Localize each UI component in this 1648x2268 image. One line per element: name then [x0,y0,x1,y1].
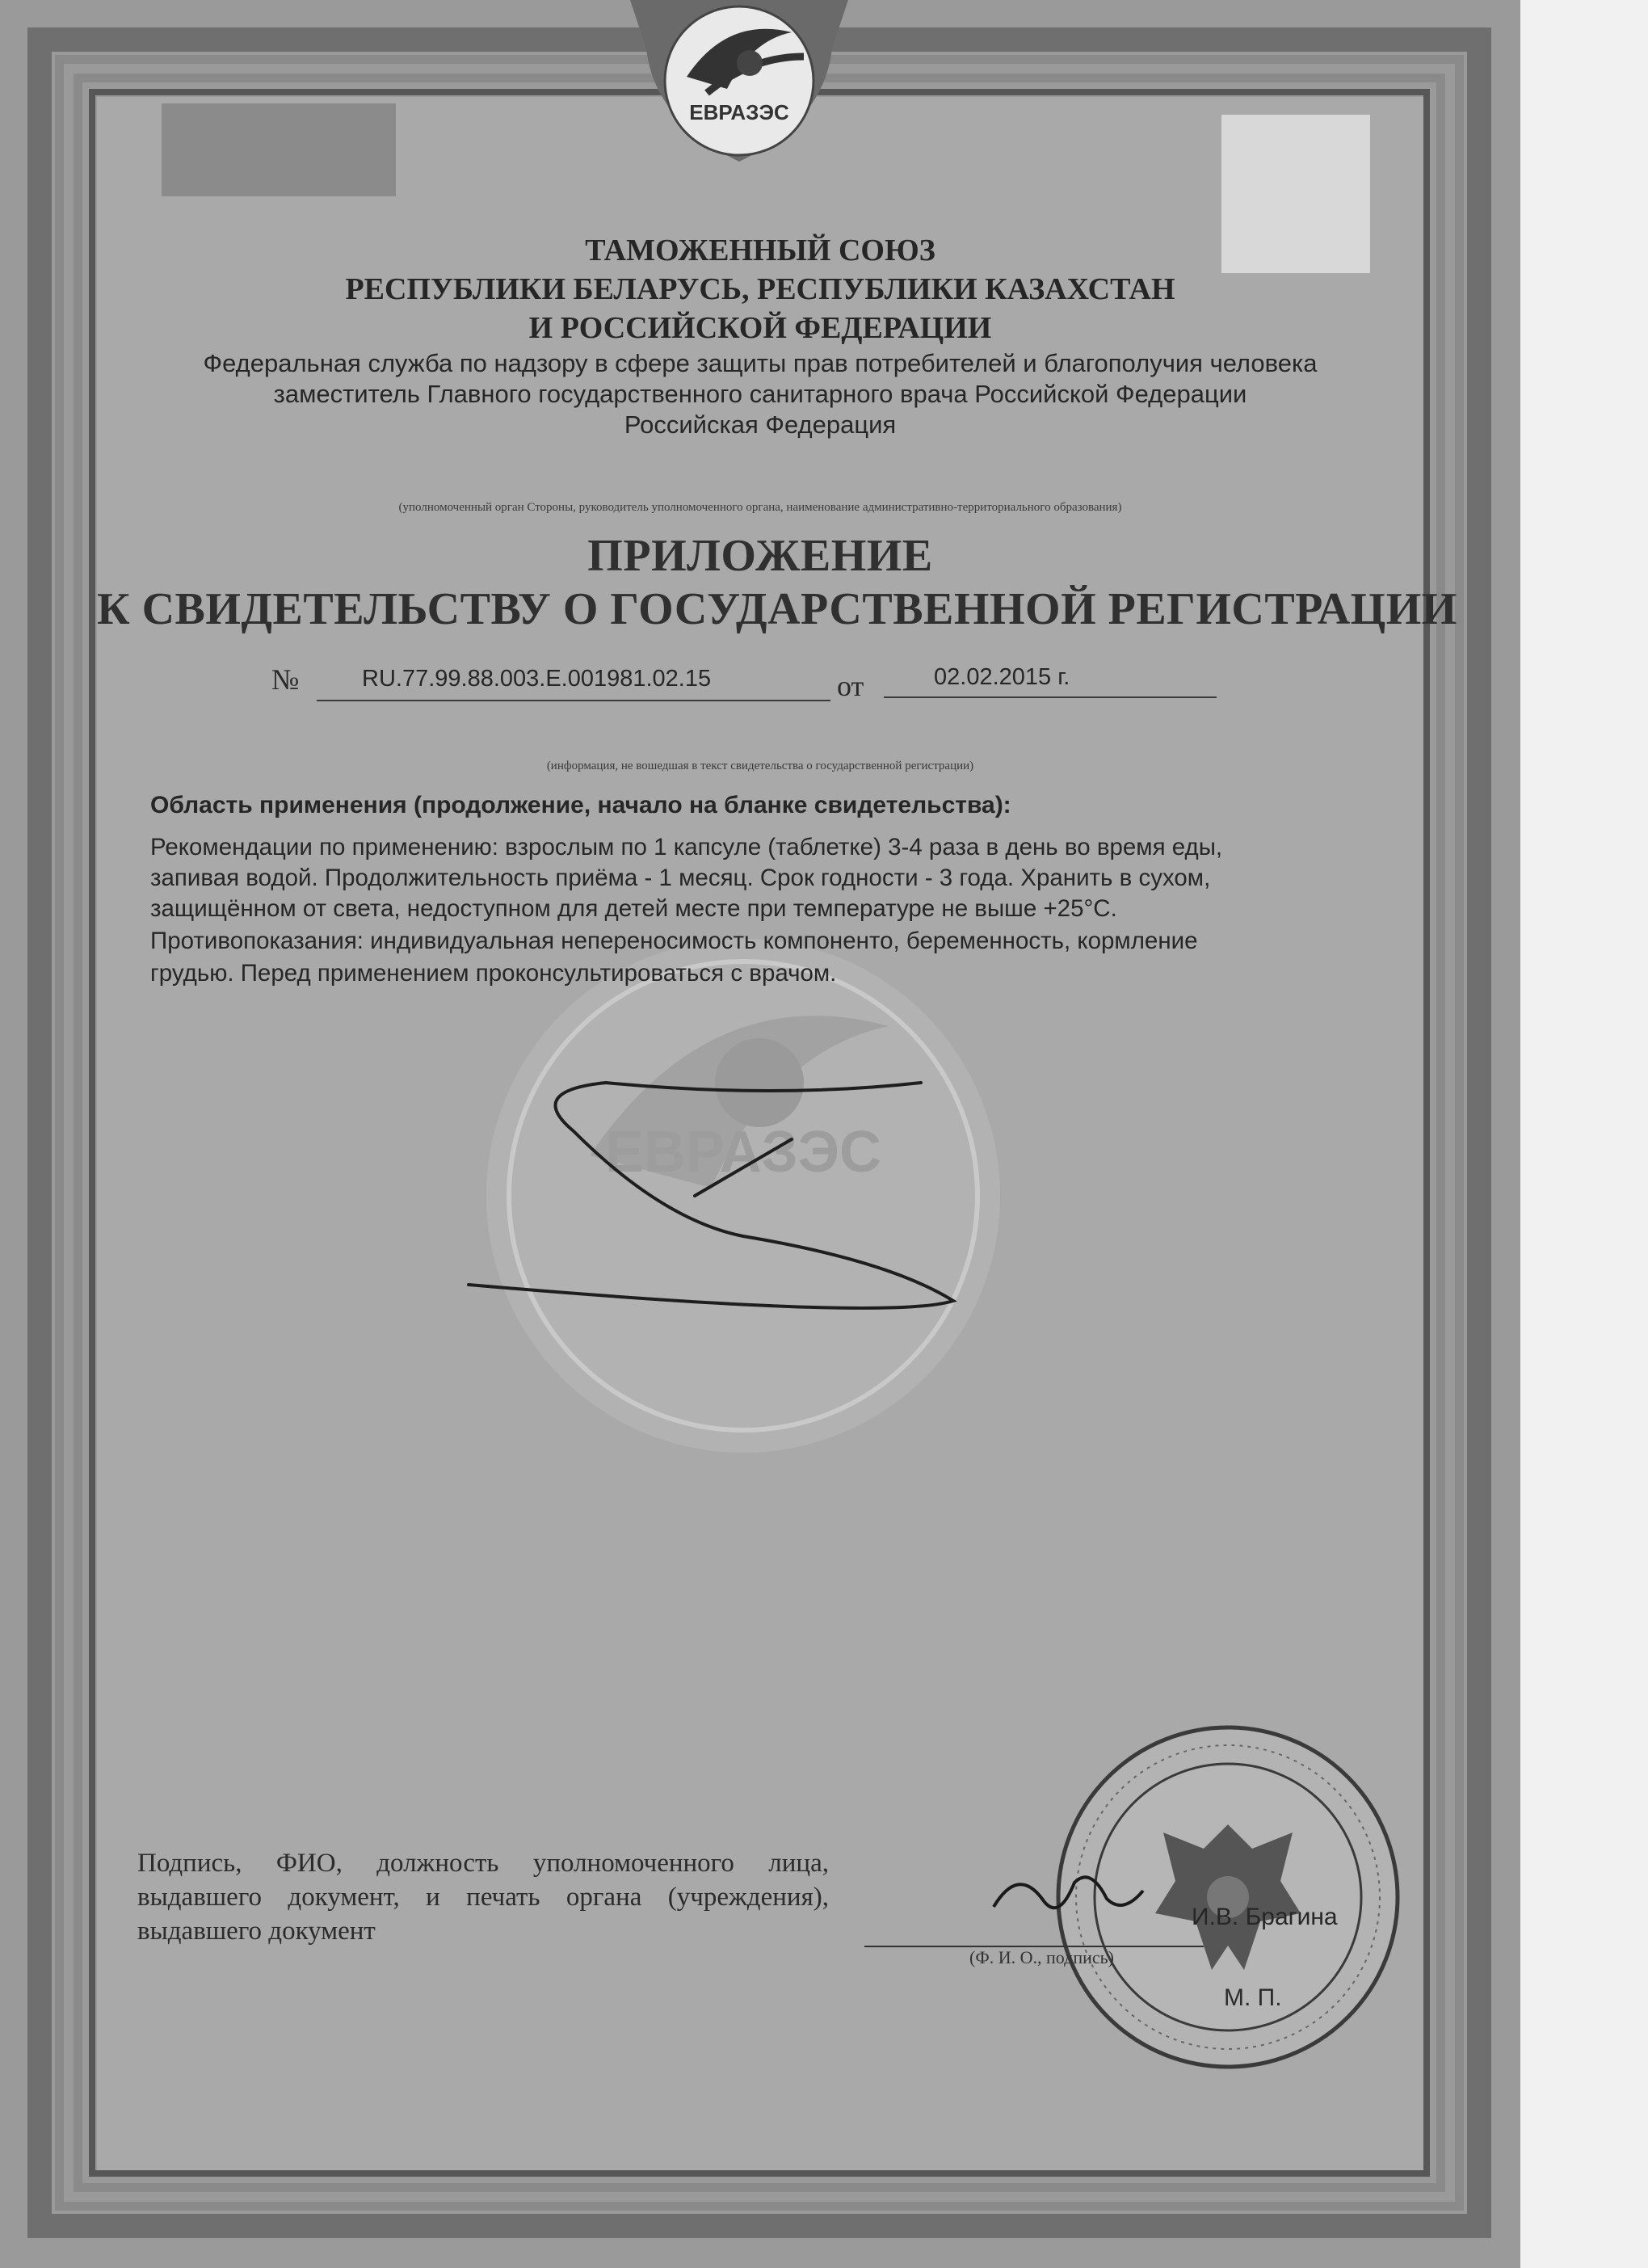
agency-line1: Федеральная служба по надзору в сфере защиты прав потребителей и благополучия человека [203,349,1318,377]
info-note: (информация, не вошедшая в текст свидетельства о государственной регистрации) [546,760,974,772]
body-line: Противопоказания: индивидуальная непереносимость компоненто, беременность, кормление [150,928,1198,954]
registration-number: RU.77.99.88.003.E.001981.02.15 [362,666,712,692]
scope-heading: Область применения (продолжение, начало на бланке свидетельства): [150,792,1011,818]
body-line: защищённом от света, недоступном для детей месте при температуре не выше +25°С. [150,895,1117,922]
agency-line2: заместитель Главного государственного санитарного врача Российской Федерации [273,380,1247,408]
authority-note: (уполномоченный орган Стороны, руководитель уполномоченного органа, наименование административно-территориального образования) [398,501,1122,514]
scan-margin [1520,0,1648,2268]
body-line: Рекомендации по применению: взрослым по 1 капсуле (таблетке) 3-4 раза в день во время еды, [150,834,1223,860]
document-title-line2: К СВИДЕТЕЛЬСТВУ О ГОСУДАРСТВЕННОЙ РЕГИСТРАЦИИ [97,584,1457,634]
body-line: грудью. Перед применением проконсультироваться с врачом. [150,960,837,987]
evrazes-logo [630,0,848,176]
signer-name: И.В. Брагина [1192,1904,1338,1930]
watermark-text: ЕВРАЗЭС [604,1120,882,1184]
agency-line3: Российская Федерация [624,410,897,439]
stamp-place-mark: М. П. [1224,1984,1282,2011]
union-title-line3: И РОССИЙСКОЙ ФЕДЕРАЦИИ [528,311,992,345]
evrazes-logo-text: ЕВРАЗЭС [689,100,789,124]
date-label: от [837,670,864,702]
number-label: № [271,663,300,696]
document-title-line1: ПРИЛОЖЕНИЕ [587,531,933,581]
date-underline [884,696,1217,698]
crossing-out-signature [452,1042,969,1333]
hologram-patch-left [162,103,396,196]
body-line: запивая водой. Продолжительность приёма - 1 месяц. Срок годности - 3 года. Хранить в сухом, [150,865,1211,891]
union-title-line1: ТАМОЖЕННЫЙ СОЮЗ [585,234,935,267]
union-title-line2: РЕСПУБЛИКИ БЕЛАРУСЬ, РЕСПУБЛИКИ КАЗАХСТАН [345,272,1175,306]
signature-caption: (Ф. И. О., подпись) [969,1947,1114,1967]
number-underline [317,700,830,701]
registration-date: 02.02.2015 г. [934,664,1070,690]
signer-signature [986,1858,1147,1931]
signature-requirements-note: Подпись, ФИО, должность уполномоченного лица, выдавшего документ, и печать органа (учреждения), выдавшего документ [137,1849,829,1946]
